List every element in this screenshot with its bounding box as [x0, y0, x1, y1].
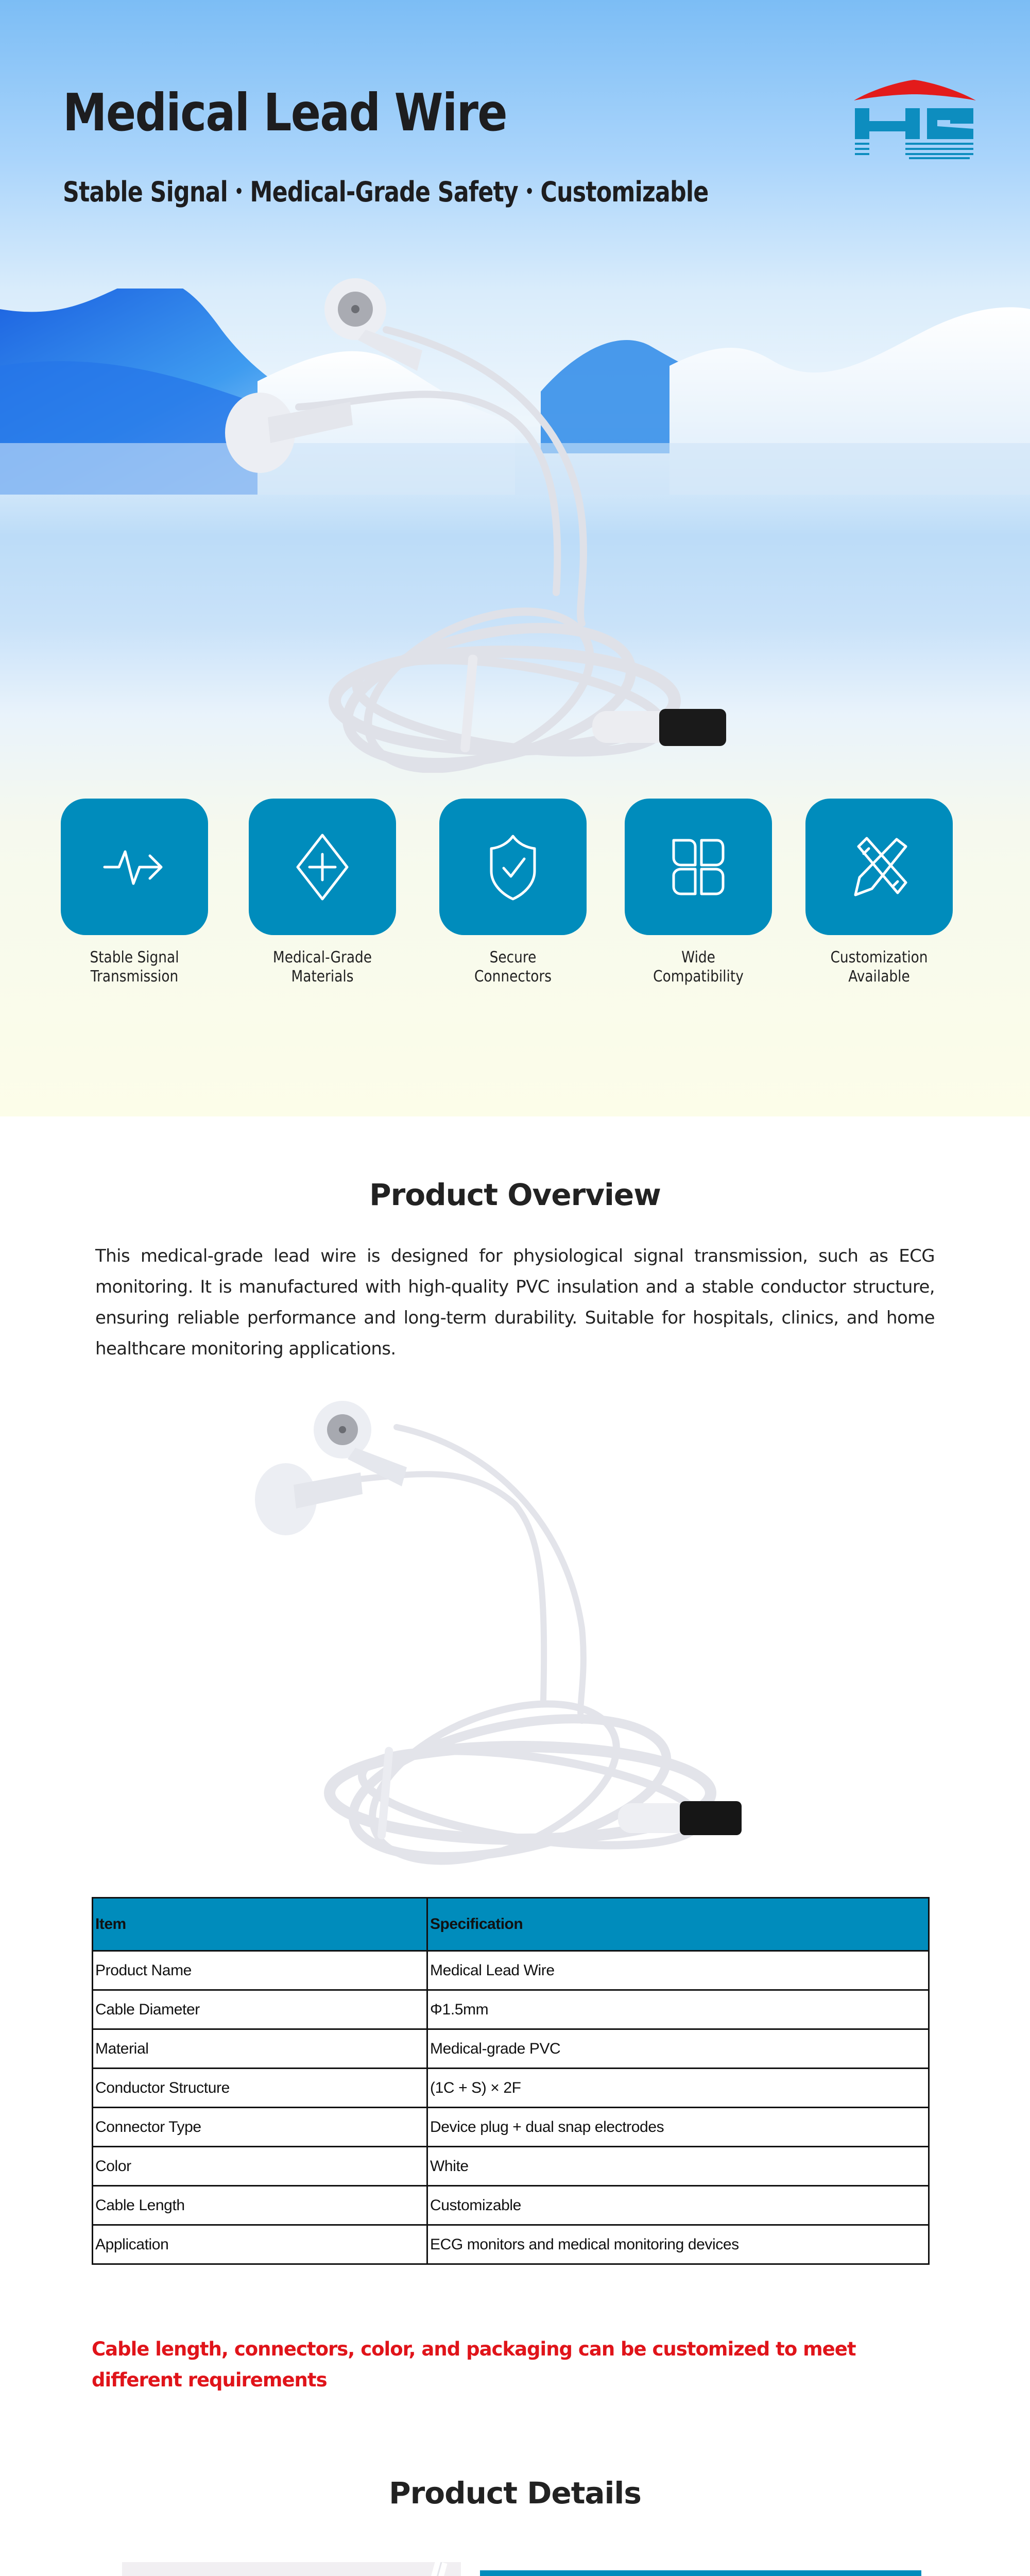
table-row	[93, 2225, 929, 2264]
feature-item	[438, 799, 588, 986]
feature-label-line1: Medical-Grade	[272, 948, 372, 967]
pulse-arrow-icon	[98, 831, 170, 903]
feature-list	[0, 799, 1030, 1015]
overview-heading: Product Overview	[369, 1177, 661, 1212]
table-row	[93, 2069, 929, 2108]
feature-label-line1: Customization	[830, 948, 928, 967]
lead-wire-product-image	[180, 222, 824, 773]
caption-connector	[480, 2570, 921, 2576]
spec-item: Conductor Structure	[93, 2069, 427, 2108]
page-title: Medical Lead Wire	[63, 82, 507, 143]
hs-logo	[845, 80, 984, 167]
spec-item: Cable Diameter	[93, 1990, 427, 2029]
spec-item: Product Name	[93, 1951, 427, 1990]
feature-label-line1: Secure	[489, 948, 537, 967]
spec-value: White	[427, 2147, 929, 2186]
spec-item: Application	[93, 2225, 427, 2264]
hero-subtitle: Stable Signal・Medical-Grade Safety・Customizable	[63, 176, 709, 208]
diamond-plus-icon	[286, 831, 358, 903]
grid-apps-icon	[662, 831, 734, 903]
column-header-item: Item	[93, 1898, 427, 1951]
spec-item: Connector Type	[93, 2108, 427, 2147]
overview-text: This medical-grade lead wire is designed for physiological signal transmission, such as ECG monitoring. It is manufactured with high-quality PVC insulation and a stable conductor structure, ensuring reliable performance and long-term durability. Suitable for hospitals, clinics, and home healthcare monitoring applications.	[95, 1246, 935, 1359]
table-row	[93, 1951, 929, 1990]
spec-item: Color	[93, 2147, 427, 2186]
feature-tile	[249, 799, 396, 935]
spec-item: Cable Length	[93, 2186, 427, 2225]
feature-label-line2: Connectors	[474, 968, 552, 986]
feature-item	[248, 799, 397, 986]
table-row	[93, 1990, 929, 2029]
feature-tile	[61, 799, 208, 935]
feature-tile	[625, 799, 772, 935]
feature-item	[804, 799, 954, 986]
feature-label-line1: Wide	[681, 948, 715, 967]
feature-label-line2: Available	[848, 968, 910, 986]
hero-banner	[0, 0, 1030, 1116]
device-plug-illustration	[122, 2562, 461, 2576]
spec-value: (1C + S) × 2F	[427, 2069, 929, 2108]
spec-item: Material	[93, 2029, 427, 2069]
feature-tile	[805, 799, 953, 935]
customization-note: Cable length, connectors, color, and packaging can be customized to meet different requirements	[92, 2338, 856, 2391]
spec-value: Customizable	[427, 2186, 929, 2225]
feature-item	[60, 799, 209, 986]
feature-label-line2: Materials	[291, 968, 354, 986]
table-row	[93, 2029, 929, 2069]
feature-tile	[439, 799, 587, 935]
details-heading: Product Details	[389, 2476, 641, 2511]
spec-table	[92, 1897, 930, 2265]
feature-label-line2: Compatibility	[653, 968, 744, 986]
spec-value: ECG monitors and medical monitoring devices	[427, 2225, 929, 2264]
spec-value: Medical Lead Wire	[427, 1951, 929, 1990]
feature-label-line1: Stable Signal	[90, 948, 179, 967]
plug-closeup-image	[122, 2562, 461, 2576]
shield-check-icon	[477, 831, 549, 903]
feature-label-line2: Transmission	[90, 968, 179, 986]
feature-item	[624, 799, 773, 986]
lead-wire-product-image	[247, 1370, 793, 1875]
table-row	[93, 2147, 929, 2186]
table-row	[93, 2108, 929, 2147]
table-header-row	[93, 1898, 929, 1951]
spec-value: Device plug + dual snap electrodes	[427, 2108, 929, 2147]
spec-value: Medical-grade PVC	[427, 2029, 929, 2069]
pencil-ruler-icon	[843, 831, 915, 903]
column-header-specification: Specification	[427, 1898, 929, 1951]
spec-value: Φ1.5mm	[427, 1990, 929, 2029]
table-row	[93, 2186, 929, 2225]
